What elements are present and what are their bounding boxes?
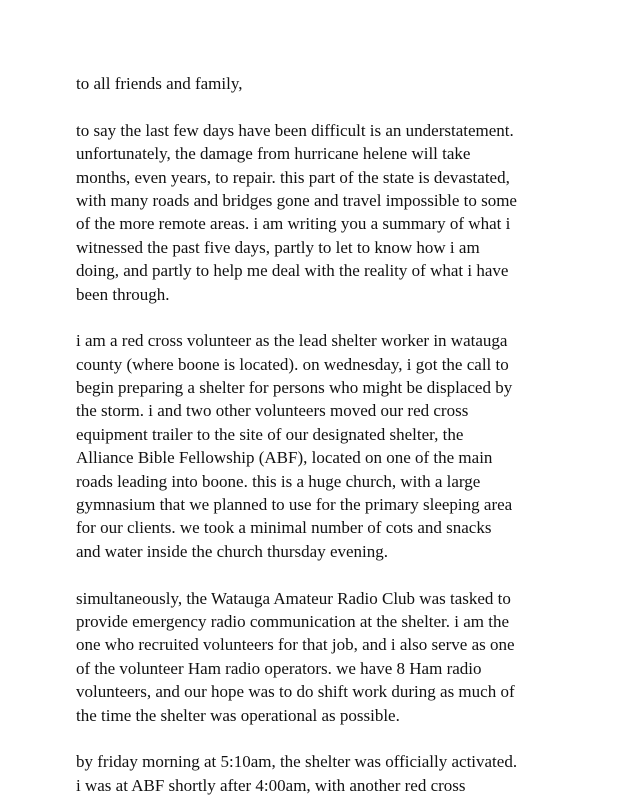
text-line: volunteers, and our hope was to do shift work during as much of (76, 682, 515, 702)
text-line: unfortunately, the damage from hurricane helene will take (76, 144, 471, 164)
paragraph-spacer (76, 306, 556, 329)
text-line: the time the shelter was operational as possible. (76, 705, 400, 725)
text-line: roads leading into boone. this is a huge church, with a large (76, 471, 481, 491)
text-line: i was at ABF shortly after 4:00am, with another red cross (76, 775, 466, 795)
text-line: for our clients. we took a minimal number of cots and snacks (76, 518, 492, 538)
text-line: of the volunteer Ham radio operators. we have 8 Ham radio (76, 658, 482, 678)
text-line: the storm. i and two other volunteers moved our red cross (76, 401, 469, 421)
text-line: witnessed the past five days, partly to let to know how i am (76, 237, 480, 257)
text-line: months, even years, to repair. this part of the state is devastated, (76, 167, 510, 187)
text-line: begin preparing a shelter for persons who might be displaced by (76, 378, 513, 398)
text-line: equipment trailer to the site of our designated shelter, the (76, 424, 464, 444)
text-line: gymnasium that we planned to use for the primary sleeping area (76, 495, 513, 515)
text-line: of the more remote areas. i am writing you a summary of what i (76, 214, 511, 234)
paragraph-3 (76, 587, 556, 727)
text-line: i am a red cross volunteer as the lead shelter worker in watauga (76, 331, 508, 351)
text-line: and water inside the church thursday evening. (76, 541, 389, 561)
text-line: county (where boone is located). on wednesday, i got the call to (76, 354, 509, 374)
paragraph-spacer (76, 95, 556, 118)
paragraph-2 (76, 329, 556, 563)
text-line: one who recruited volunteers for that job, and i also serve as one (76, 635, 515, 655)
text-line: simultaneously, the Watauga Amateur Radio Club was tasked to (76, 588, 511, 608)
text-line: by friday morning at 5:10am, the shelter was officially activated. (76, 752, 518, 772)
text-line: Alliance Bible Fellowship (ABF), located on one of the main (76, 448, 493, 468)
text-line: doing, and partly to help me deal with the reality of what i have (76, 261, 509, 281)
paragraph-4 (76, 750, 556, 797)
text-line: provide emergency radio communication at the shelter. i am the (76, 611, 510, 631)
text-line: with many roads and bridges gone and travel impossible to some (76, 190, 517, 210)
paragraph-spacer (76, 563, 556, 586)
text-line: to say the last few days have been difficult is an understatement. (76, 120, 514, 140)
letter-body (76, 72, 556, 797)
text-line: been through. (76, 284, 170, 304)
paragraph-1 (76, 119, 556, 306)
paragraph-spacer (76, 727, 556, 750)
letter-greeting: to all friends and family, (76, 74, 243, 93)
